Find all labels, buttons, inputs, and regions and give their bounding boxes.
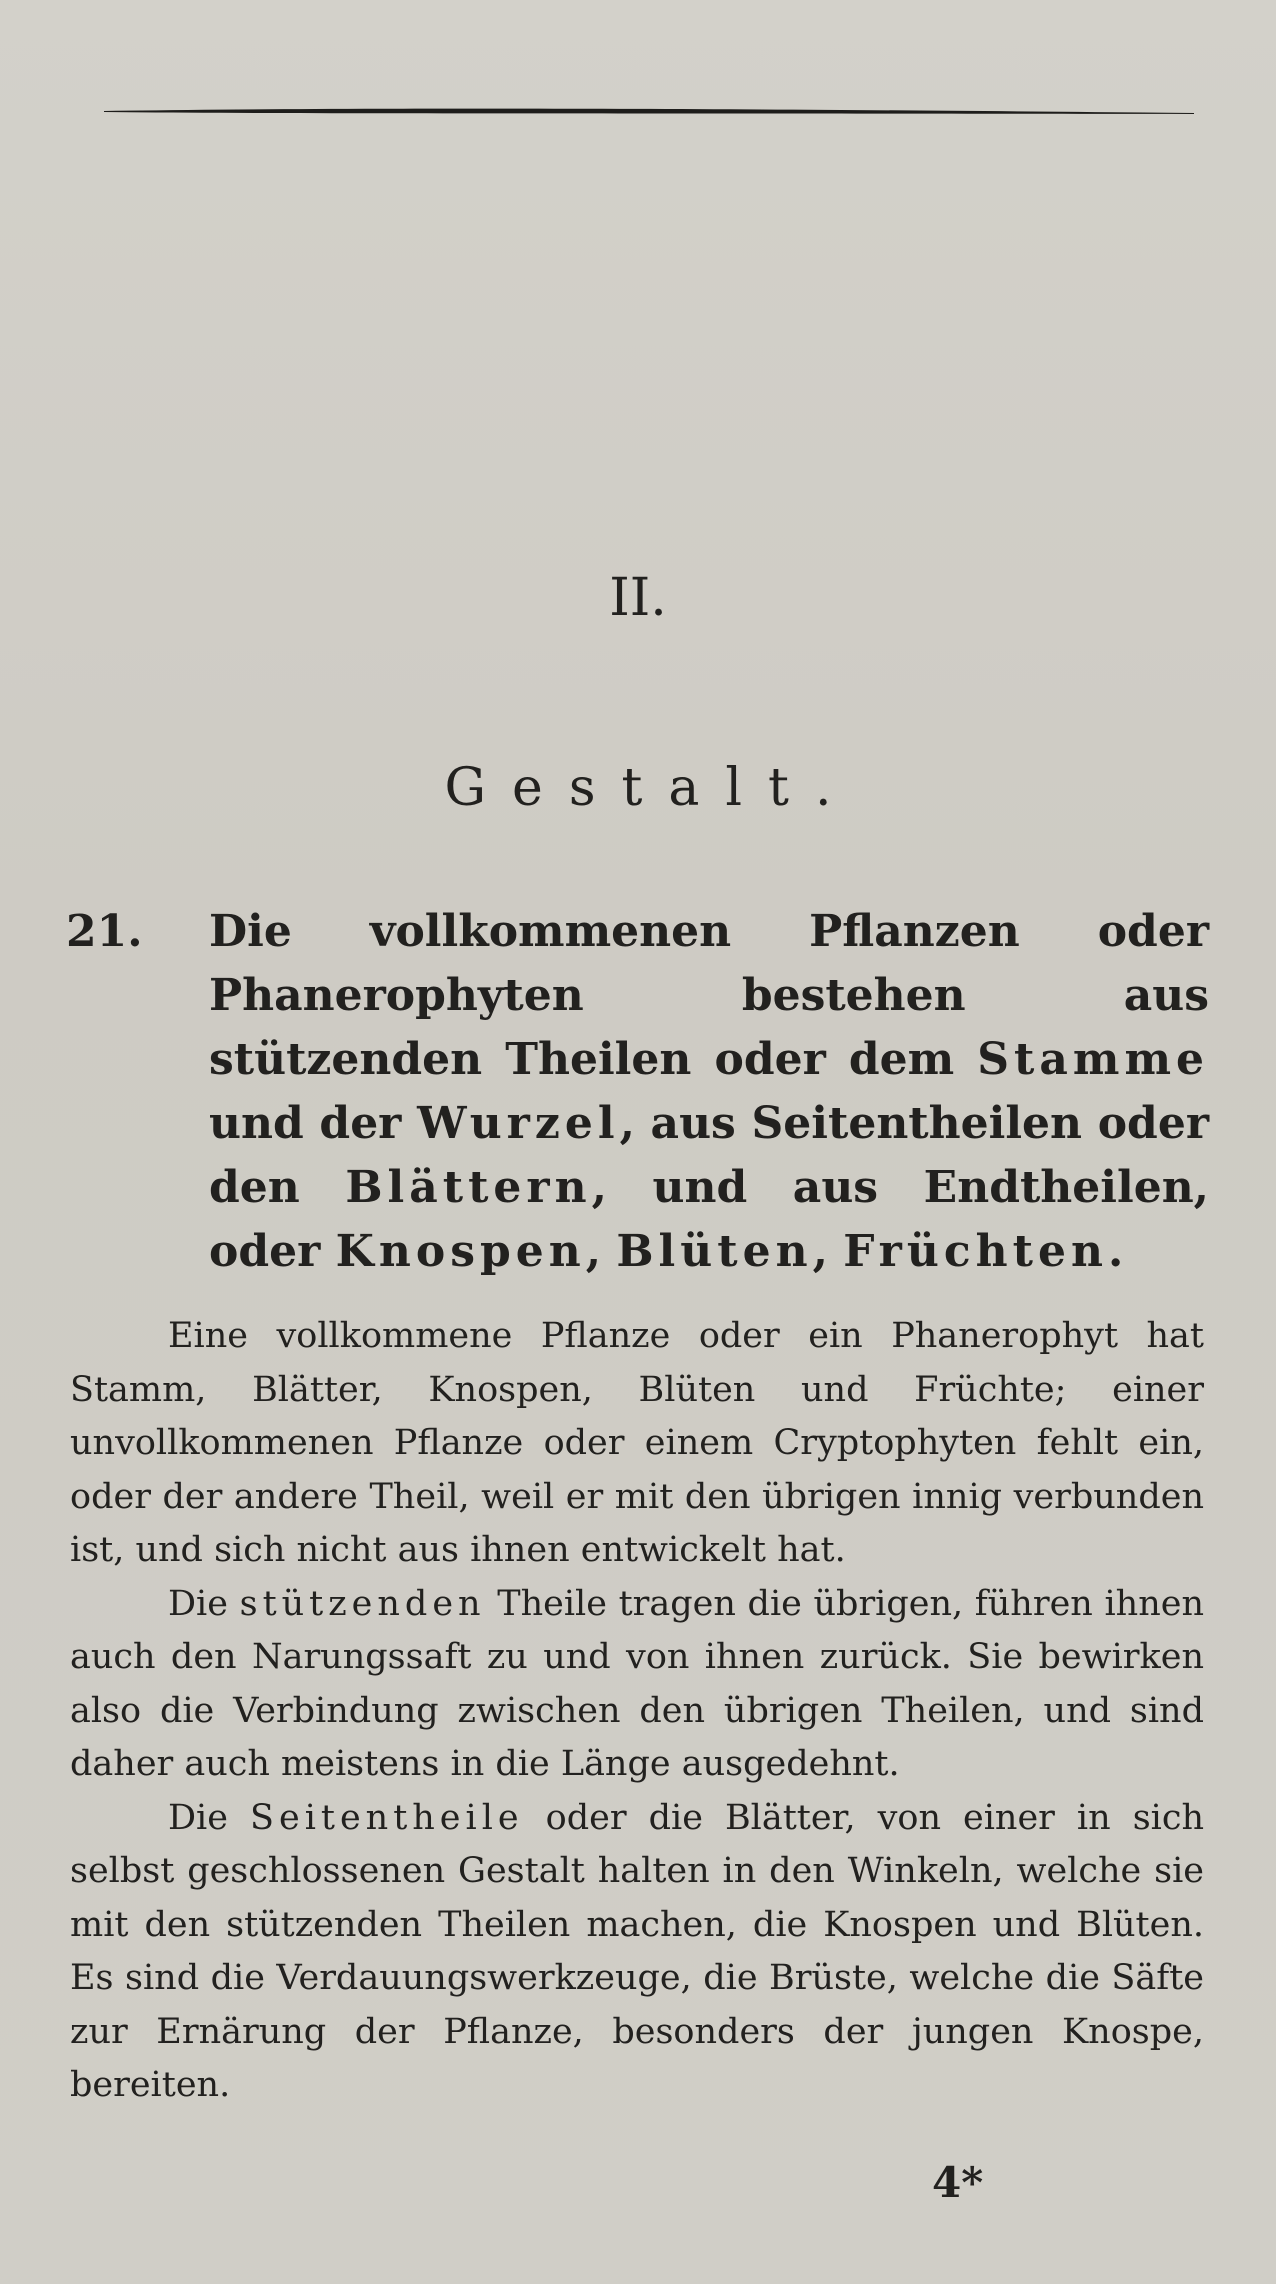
thesis-term-stamme: Stamme <box>977 1034 1209 1085</box>
emphasis-seitentheile: Seitentheile <box>250 1797 524 1838</box>
paragraph-text: Die <box>168 1583 240 1624</box>
thesis-text: und der <box>209 1098 418 1149</box>
paragraph-text: Die <box>168 1797 250 1838</box>
thesis-term-wurzel: Wurzel <box>417 1098 620 1149</box>
paragraph-text: oder die Blätter, von einer in sich selbst geschlossenen Gestalt halten in den Winkeln, welche sie mit den stützenden Theilen machen, die Knospen und Blüten. Es sind die Verdauungswerkzeuge, die Brüste, welche die Säfte zur Ernärung der Pflanze, besonders der jungen Knospe, bereiten. <box>70 1797 1204 2105</box>
body-text <box>70 1310 1204 2113</box>
section-thesis <box>209 900 1209 1284</box>
paragraph <box>70 1578 1204 1792</box>
section-number: 21. <box>66 906 143 957</box>
thesis-text: , <box>585 1226 617 1277</box>
paragraph-text: Theile tragen die übrigen, führen ihnen auch den Narungssaft zu und von ihnen zurück. Sie bewirken also die Verbindung zwischen den übrigen Theilen, und sind daher auch meistens in die Länge ausgedehnt. <box>70 1583 1204 1784</box>
thesis-term-knospen: Knospen <box>335 1226 586 1277</box>
emphasis-stuetzenden: stützenden <box>239 1583 486 1624</box>
thesis-text: , aus Seitentheilen oder den <box>209 1098 1209 1213</box>
thesis-text: . <box>1107 1226 1124 1277</box>
thesis-term-blueten: Blüten <box>616 1226 813 1277</box>
paragraph: Eine vollkommene Pflanze oder ein Phanerophyt hat Stamm, Blätter, Knospen, Blüten und Früchte; einer unvollkommenen Pflanze oder einem Cryptophyten fehlt ein, oder der andere Theil, weil er mit den übrigen innig verbunden ist, und sich nicht aus ihnen entwickelt hat. <box>70 1316 1204 1570</box>
chapter-title: Gestalt. <box>444 758 858 818</box>
page-signature: 4* <box>932 2158 984 2207</box>
thesis-text: , und aus Endtheilen, oder <box>209 1162 1209 1277</box>
thesis-term-blaettern: Blättern <box>345 1162 592 1213</box>
top-rule <box>104 104 1194 118</box>
thesis-term-fruechten: Früchten <box>843 1226 1108 1277</box>
thesis-text: , <box>812 1226 844 1277</box>
thesis-text: Die vollkommenen Pflanzen oder Phanerophyten bestehen aus stützenden Theilen oder dem <box>209 906 1209 1085</box>
chapter-numeral: II. <box>609 568 667 628</box>
paragraph <box>70 1792 1204 2113</box>
